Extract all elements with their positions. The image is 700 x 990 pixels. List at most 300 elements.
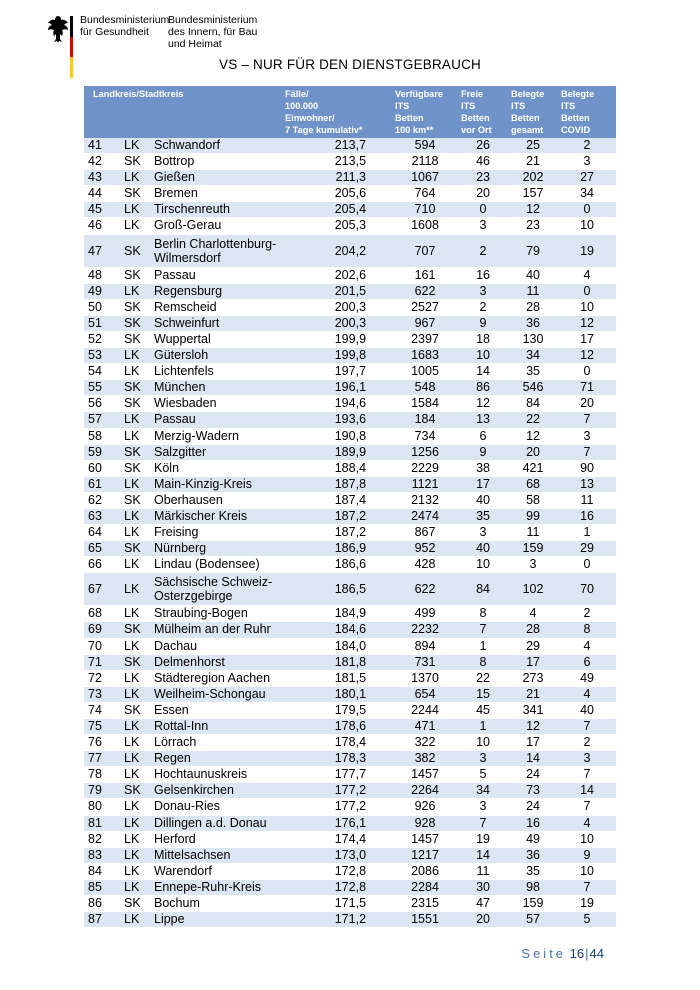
cell-covid: 20 (558, 396, 616, 412)
cell-free: 45 (458, 702, 508, 718)
cell-occupied: 57 (508, 912, 558, 928)
cell-district: Bottrop (150, 154, 282, 170)
table-row (84, 702, 616, 718)
cell-occupied: 24 (508, 799, 558, 815)
cell-number: 60 (84, 460, 120, 476)
table-row (84, 348, 616, 364)
cell-occupied: 14 (508, 751, 558, 767)
cell-covid: 16 (558, 508, 616, 524)
cell-free: 12 (458, 396, 508, 412)
cell-incidence: 190,8 (282, 428, 392, 444)
cell-free: 3 (458, 799, 508, 815)
cell-type: LK (120, 847, 150, 863)
cell-number: 76 (84, 735, 120, 751)
cell-number: 86 (84, 896, 120, 912)
cell-free: 47 (458, 896, 508, 912)
cell-available: 1457 (392, 767, 458, 783)
cell-covid: 0 (558, 364, 616, 380)
cell-number: 57 (84, 412, 120, 428)
cell-type: SK (120, 460, 150, 476)
cell-incidence: 187,2 (282, 508, 392, 524)
cell-number: 72 (84, 670, 120, 686)
classification-title: VS – NUR FÜR DEN DIENSTGEBRAUCH (219, 57, 481, 72)
cell-occupied: 24 (508, 767, 558, 783)
cell-incidence: 213,7 (282, 138, 392, 154)
cell-type: LK (120, 912, 150, 928)
cell-incidence: 172,8 (282, 863, 392, 879)
table-row (84, 541, 616, 557)
cell-district: Ennepe-Ruhr-Kreis (150, 879, 282, 895)
cell-covid: 7 (558, 719, 616, 735)
cell-occupied: 20 (508, 444, 558, 460)
cell-type: LK (120, 508, 150, 524)
cell-incidence: 205,4 (282, 202, 392, 218)
cell-district: Gütersloh (150, 348, 282, 364)
cell-type: LK (120, 557, 150, 573)
cell-type: SK (120, 654, 150, 670)
cell-available: 734 (392, 428, 458, 444)
cell-incidence: 184,9 (282, 606, 392, 622)
cell-covid: 7 (558, 444, 616, 460)
cell-covid: 29 (558, 541, 616, 557)
table-row (84, 815, 616, 831)
cell-number: 43 (84, 170, 120, 186)
cell-available: 2527 (392, 299, 458, 315)
cell-type: LK (120, 348, 150, 364)
cell-number: 50 (84, 299, 120, 315)
cell-covid: 0 (558, 202, 616, 218)
cell-district: Mittelsachsen (150, 847, 282, 863)
cell-incidence: 181,8 (282, 654, 392, 670)
cell-free: 9 (458, 315, 508, 331)
cell-district: Passau (150, 267, 282, 283)
cell-available: 161 (392, 267, 458, 283)
cell-incidence: 173,0 (282, 847, 392, 863)
cell-available: 499 (392, 606, 458, 622)
cell-district: Bremen (150, 186, 282, 202)
cell-free: 1 (458, 638, 508, 654)
table-row (84, 138, 616, 154)
cell-occupied: 17 (508, 654, 558, 670)
cell-occupied: 58 (508, 492, 558, 508)
cell-covid: 7 (558, 799, 616, 815)
cell-available: 622 (392, 283, 458, 299)
cell-number: 69 (84, 622, 120, 638)
cell-occupied: 35 (508, 364, 558, 380)
cell-number: 44 (84, 186, 120, 202)
cell-number: 68 (84, 606, 120, 622)
table-row (84, 267, 616, 283)
cell-covid: 17 (558, 331, 616, 347)
cell-number: 48 (84, 267, 120, 283)
cell-available: 2244 (392, 702, 458, 718)
cell-type: LK (120, 170, 150, 186)
cell-occupied: 16 (508, 815, 558, 831)
cell-incidence: 174,4 (282, 831, 392, 847)
cell-district: Tirschenreuth (150, 202, 282, 218)
cell-type: SK (120, 896, 150, 912)
cell-free: 19 (458, 831, 508, 847)
table-row (84, 412, 616, 428)
table-row (84, 380, 616, 396)
cell-covid: 10 (558, 863, 616, 879)
cell-type: SK (120, 541, 150, 557)
cell-number: 70 (84, 638, 120, 654)
cell-number: 67 (84, 573, 120, 606)
cell-available: 707 (392, 234, 458, 267)
header-occupied-beds: Belegte ITS Betten gesamt (508, 86, 558, 138)
cell-covid: 34 (558, 186, 616, 202)
cell-occupied: 273 (508, 670, 558, 686)
table-row (84, 508, 616, 524)
cell-occupied: 73 (508, 783, 558, 799)
cell-free: 1 (458, 719, 508, 735)
cell-occupied: 22 (508, 412, 558, 428)
cell-occupied: 546 (508, 380, 558, 396)
cell-incidence: 205,3 (282, 218, 392, 234)
cell-district: Schweinfurt (150, 315, 282, 331)
cell-district: Gießen (150, 170, 282, 186)
cell-incidence: 178,6 (282, 719, 392, 735)
cell-incidence: 202,6 (282, 267, 392, 283)
cell-available: 548 (392, 380, 458, 396)
cell-occupied: 21 (508, 154, 558, 170)
cell-district: Warendorf (150, 863, 282, 879)
cell-incidence: 200,3 (282, 315, 392, 331)
cell-available: 1584 (392, 396, 458, 412)
cell-free: 10 (458, 557, 508, 573)
cell-covid: 2 (558, 138, 616, 154)
cell-occupied: 28 (508, 299, 558, 315)
cell-free: 7 (458, 622, 508, 638)
cell-number: 42 (84, 154, 120, 170)
cell-number: 80 (84, 799, 120, 815)
cell-occupied: 102 (508, 573, 558, 606)
cell-district: Salzgitter (150, 444, 282, 460)
cell-number: 62 (84, 492, 120, 508)
cell-occupied: 84 (508, 396, 558, 412)
table-row (84, 767, 616, 783)
table-row (84, 799, 616, 815)
cell-available: 1005 (392, 364, 458, 380)
cell-free: 30 (458, 879, 508, 895)
cell-available: 2474 (392, 508, 458, 524)
cell-district: Weilheim-Schongau (150, 686, 282, 702)
cell-free: 46 (458, 154, 508, 170)
ministry-health-name: Bundesministerium für Gesundheit (80, 14, 170, 38)
cell-number: 61 (84, 476, 120, 492)
cell-district: Wiesbaden (150, 396, 282, 412)
cell-occupied: 29 (508, 638, 558, 654)
cell-available: 867 (392, 525, 458, 541)
cell-type: LK (120, 428, 150, 444)
cell-type: LK (120, 573, 150, 606)
cell-available: 2284 (392, 879, 458, 895)
cell-incidence: 177,7 (282, 767, 392, 783)
cell-available: 1683 (392, 348, 458, 364)
cell-type: LK (120, 638, 150, 654)
cell-type: LK (120, 202, 150, 218)
table-row (84, 831, 616, 847)
cell-type: LK (120, 799, 150, 815)
cell-incidence: 179,5 (282, 702, 392, 718)
cell-district: Sächsische Schweiz-Osterzgebirge (150, 573, 282, 606)
cell-covid: 7 (558, 767, 616, 783)
table-body (84, 138, 616, 928)
cell-covid: 14 (558, 783, 616, 799)
cell-type: SK (120, 154, 150, 170)
cell-type: SK (120, 702, 150, 718)
cell-available: 1067 (392, 170, 458, 186)
cell-covid: 10 (558, 299, 616, 315)
cell-covid: 6 (558, 654, 616, 670)
cell-incidence: 204,2 (282, 234, 392, 267)
table-row (84, 525, 616, 541)
cell-incidence: 177,2 (282, 799, 392, 815)
cell-incidence: 184,6 (282, 622, 392, 638)
table-row (84, 654, 616, 670)
cell-type: LK (120, 476, 150, 492)
cell-number: 64 (84, 525, 120, 541)
cell-district: Freising (150, 525, 282, 541)
cell-incidence: 205,6 (282, 186, 392, 202)
cell-available: 2232 (392, 622, 458, 638)
table-row (84, 606, 616, 622)
cell-covid: 4 (558, 267, 616, 283)
cell-incidence: 171,5 (282, 896, 392, 912)
cell-incidence: 196,1 (282, 380, 392, 396)
cell-free: 3 (458, 283, 508, 299)
cell-district: Merzig-Wadern (150, 428, 282, 444)
cell-occupied: 49 (508, 831, 558, 847)
cell-incidence: 187,4 (282, 492, 392, 508)
cell-district: Straubing-Bogen (150, 606, 282, 622)
cell-number: 49 (84, 283, 120, 299)
cell-covid: 7 (558, 412, 616, 428)
cell-covid: 40 (558, 702, 616, 718)
cell-incidence: 194,6 (282, 396, 392, 412)
cell-available: 1121 (392, 476, 458, 492)
cell-free: 38 (458, 460, 508, 476)
cell-occupied: 159 (508, 541, 558, 557)
cell-type: SK (120, 622, 150, 638)
cell-incidence: 188,4 (282, 460, 392, 476)
cell-number: 54 (84, 364, 120, 380)
cell-occupied: 17 (508, 735, 558, 751)
cell-available: 2397 (392, 331, 458, 347)
table-row (84, 879, 616, 895)
cell-covid: 3 (558, 751, 616, 767)
cell-incidence: 178,4 (282, 735, 392, 751)
cell-occupied: 12 (508, 719, 558, 735)
cell-type: LK (120, 767, 150, 783)
cell-type: SK (120, 444, 150, 460)
table-row (84, 154, 616, 170)
cell-number: 84 (84, 863, 120, 879)
cell-covid: 7 (558, 879, 616, 895)
cell-occupied: 28 (508, 622, 558, 638)
cell-number: 82 (84, 831, 120, 847)
cell-free: 2 (458, 299, 508, 315)
cell-available: 2315 (392, 896, 458, 912)
table-row (84, 170, 616, 186)
cell-district: Dachau (150, 638, 282, 654)
cell-number: 46 (84, 218, 120, 234)
cell-free: 23 (458, 170, 508, 186)
cell-free: 11 (458, 863, 508, 879)
cell-incidence: 186,6 (282, 557, 392, 573)
cell-free: 5 (458, 767, 508, 783)
cell-occupied: 159 (508, 896, 558, 912)
cell-available: 928 (392, 815, 458, 831)
table-row (84, 476, 616, 492)
cell-type: LK (120, 283, 150, 299)
cell-district: Mülheim an der Ruhr (150, 622, 282, 638)
cell-number: 81 (84, 815, 120, 831)
cell-available: 926 (392, 799, 458, 815)
cell-incidence: 178,3 (282, 751, 392, 767)
table-row (84, 428, 616, 444)
cell-type: SK (120, 492, 150, 508)
cell-incidence: 186,5 (282, 573, 392, 606)
cell-occupied: 421 (508, 460, 558, 476)
cell-district: Donau-Ries (150, 799, 282, 815)
cell-incidence: 201,5 (282, 283, 392, 299)
cell-covid: 12 (558, 315, 616, 331)
cell-district: Nürnberg (150, 541, 282, 557)
cell-covid: 0 (558, 283, 616, 299)
cell-covid: 49 (558, 670, 616, 686)
cell-type: SK (120, 331, 150, 347)
cell-free: 3 (458, 525, 508, 541)
cell-incidence: 199,9 (282, 331, 392, 347)
cell-free: 13 (458, 412, 508, 428)
cell-type: SK (120, 783, 150, 799)
cell-type: SK (120, 380, 150, 396)
table-row (84, 847, 616, 863)
header-covid-beds: Belegte ITS Betten COVID (558, 86, 616, 138)
table-row (84, 299, 616, 315)
cell-available: 322 (392, 735, 458, 751)
cell-number: 87 (84, 912, 120, 928)
cell-occupied: 202 (508, 170, 558, 186)
cell-number: 73 (84, 686, 120, 702)
table-row (84, 783, 616, 799)
cell-number: 78 (84, 767, 120, 783)
table-row (84, 315, 616, 331)
cell-district: Wuppertal (150, 331, 282, 347)
cell-occupied: 21 (508, 686, 558, 702)
table-row (84, 492, 616, 508)
cell-incidence: 197,7 (282, 364, 392, 380)
cell-free: 7 (458, 815, 508, 831)
cell-number: 85 (84, 879, 120, 895)
cell-free: 10 (458, 735, 508, 751)
cell-type: SK (120, 396, 150, 412)
cell-free: 40 (458, 492, 508, 508)
cell-available: 1608 (392, 218, 458, 234)
cell-available: 1370 (392, 670, 458, 686)
cell-district: Dillingen a.d. Donau (150, 815, 282, 831)
cell-free: 2 (458, 234, 508, 267)
page-label: Seite (521, 946, 567, 961)
cell-number: 59 (84, 444, 120, 460)
cell-free: 86 (458, 380, 508, 396)
cell-free: 35 (458, 508, 508, 524)
table-row (84, 557, 616, 573)
table-row (84, 751, 616, 767)
cell-occupied: 130 (508, 331, 558, 347)
page-number: 16 (569, 946, 585, 961)
cell-occupied: 40 (508, 267, 558, 283)
cell-free: 6 (458, 428, 508, 444)
cell-available: 1256 (392, 444, 458, 460)
cell-occupied: 11 (508, 525, 558, 541)
cell-type: LK (120, 831, 150, 847)
cell-covid: 9 (558, 847, 616, 863)
cell-incidence: 172,8 (282, 879, 392, 895)
cell-covid: 8 (558, 622, 616, 638)
cell-district: Regen (150, 751, 282, 767)
cell-covid: 70 (558, 573, 616, 606)
cell-covid: 1 (558, 525, 616, 541)
cell-free: 26 (458, 138, 508, 154)
page-separator: | (585, 946, 589, 961)
cell-covid: 2 (558, 735, 616, 751)
cell-available: 1551 (392, 912, 458, 928)
table-header-row (84, 86, 616, 138)
cell-occupied: 68 (508, 476, 558, 492)
cell-available: 764 (392, 186, 458, 202)
cell-incidence: 176,1 (282, 815, 392, 831)
cell-incidence: 177,2 (282, 783, 392, 799)
table-row (84, 719, 616, 735)
cell-number: 45 (84, 202, 120, 218)
cell-district: Lindau (Bodensee) (150, 557, 282, 573)
cell-available: 2132 (392, 492, 458, 508)
cell-covid: 4 (558, 815, 616, 831)
cell-type: LK (120, 670, 150, 686)
table-row (84, 444, 616, 460)
cell-district: Märkischer Kreis (150, 508, 282, 524)
table-row (84, 460, 616, 476)
cell-free: 8 (458, 606, 508, 622)
cell-free: 3 (458, 218, 508, 234)
cell-available: 731 (392, 654, 458, 670)
cell-covid: 0 (558, 557, 616, 573)
cell-number: 75 (84, 719, 120, 735)
cell-available: 952 (392, 541, 458, 557)
cell-covid: 13 (558, 476, 616, 492)
table-row (84, 283, 616, 299)
cell-district: Groß-Gerau (150, 218, 282, 234)
cell-type: LK (120, 735, 150, 751)
cell-occupied: 36 (508, 847, 558, 863)
cell-occupied: 23 (508, 218, 558, 234)
federal-eagle-icon (46, 14, 70, 44)
cell-number: 56 (84, 396, 120, 412)
cell-district: Lörrach (150, 735, 282, 751)
cell-type: LK (120, 719, 150, 735)
table-row (84, 218, 616, 234)
cell-number: 63 (84, 508, 120, 524)
cell-occupied: 79 (508, 234, 558, 267)
cell-district: Regensburg (150, 283, 282, 299)
cell-covid: 5 (558, 912, 616, 928)
table-row (84, 670, 616, 686)
cell-incidence: 189,9 (282, 444, 392, 460)
cell-free: 14 (458, 847, 508, 863)
